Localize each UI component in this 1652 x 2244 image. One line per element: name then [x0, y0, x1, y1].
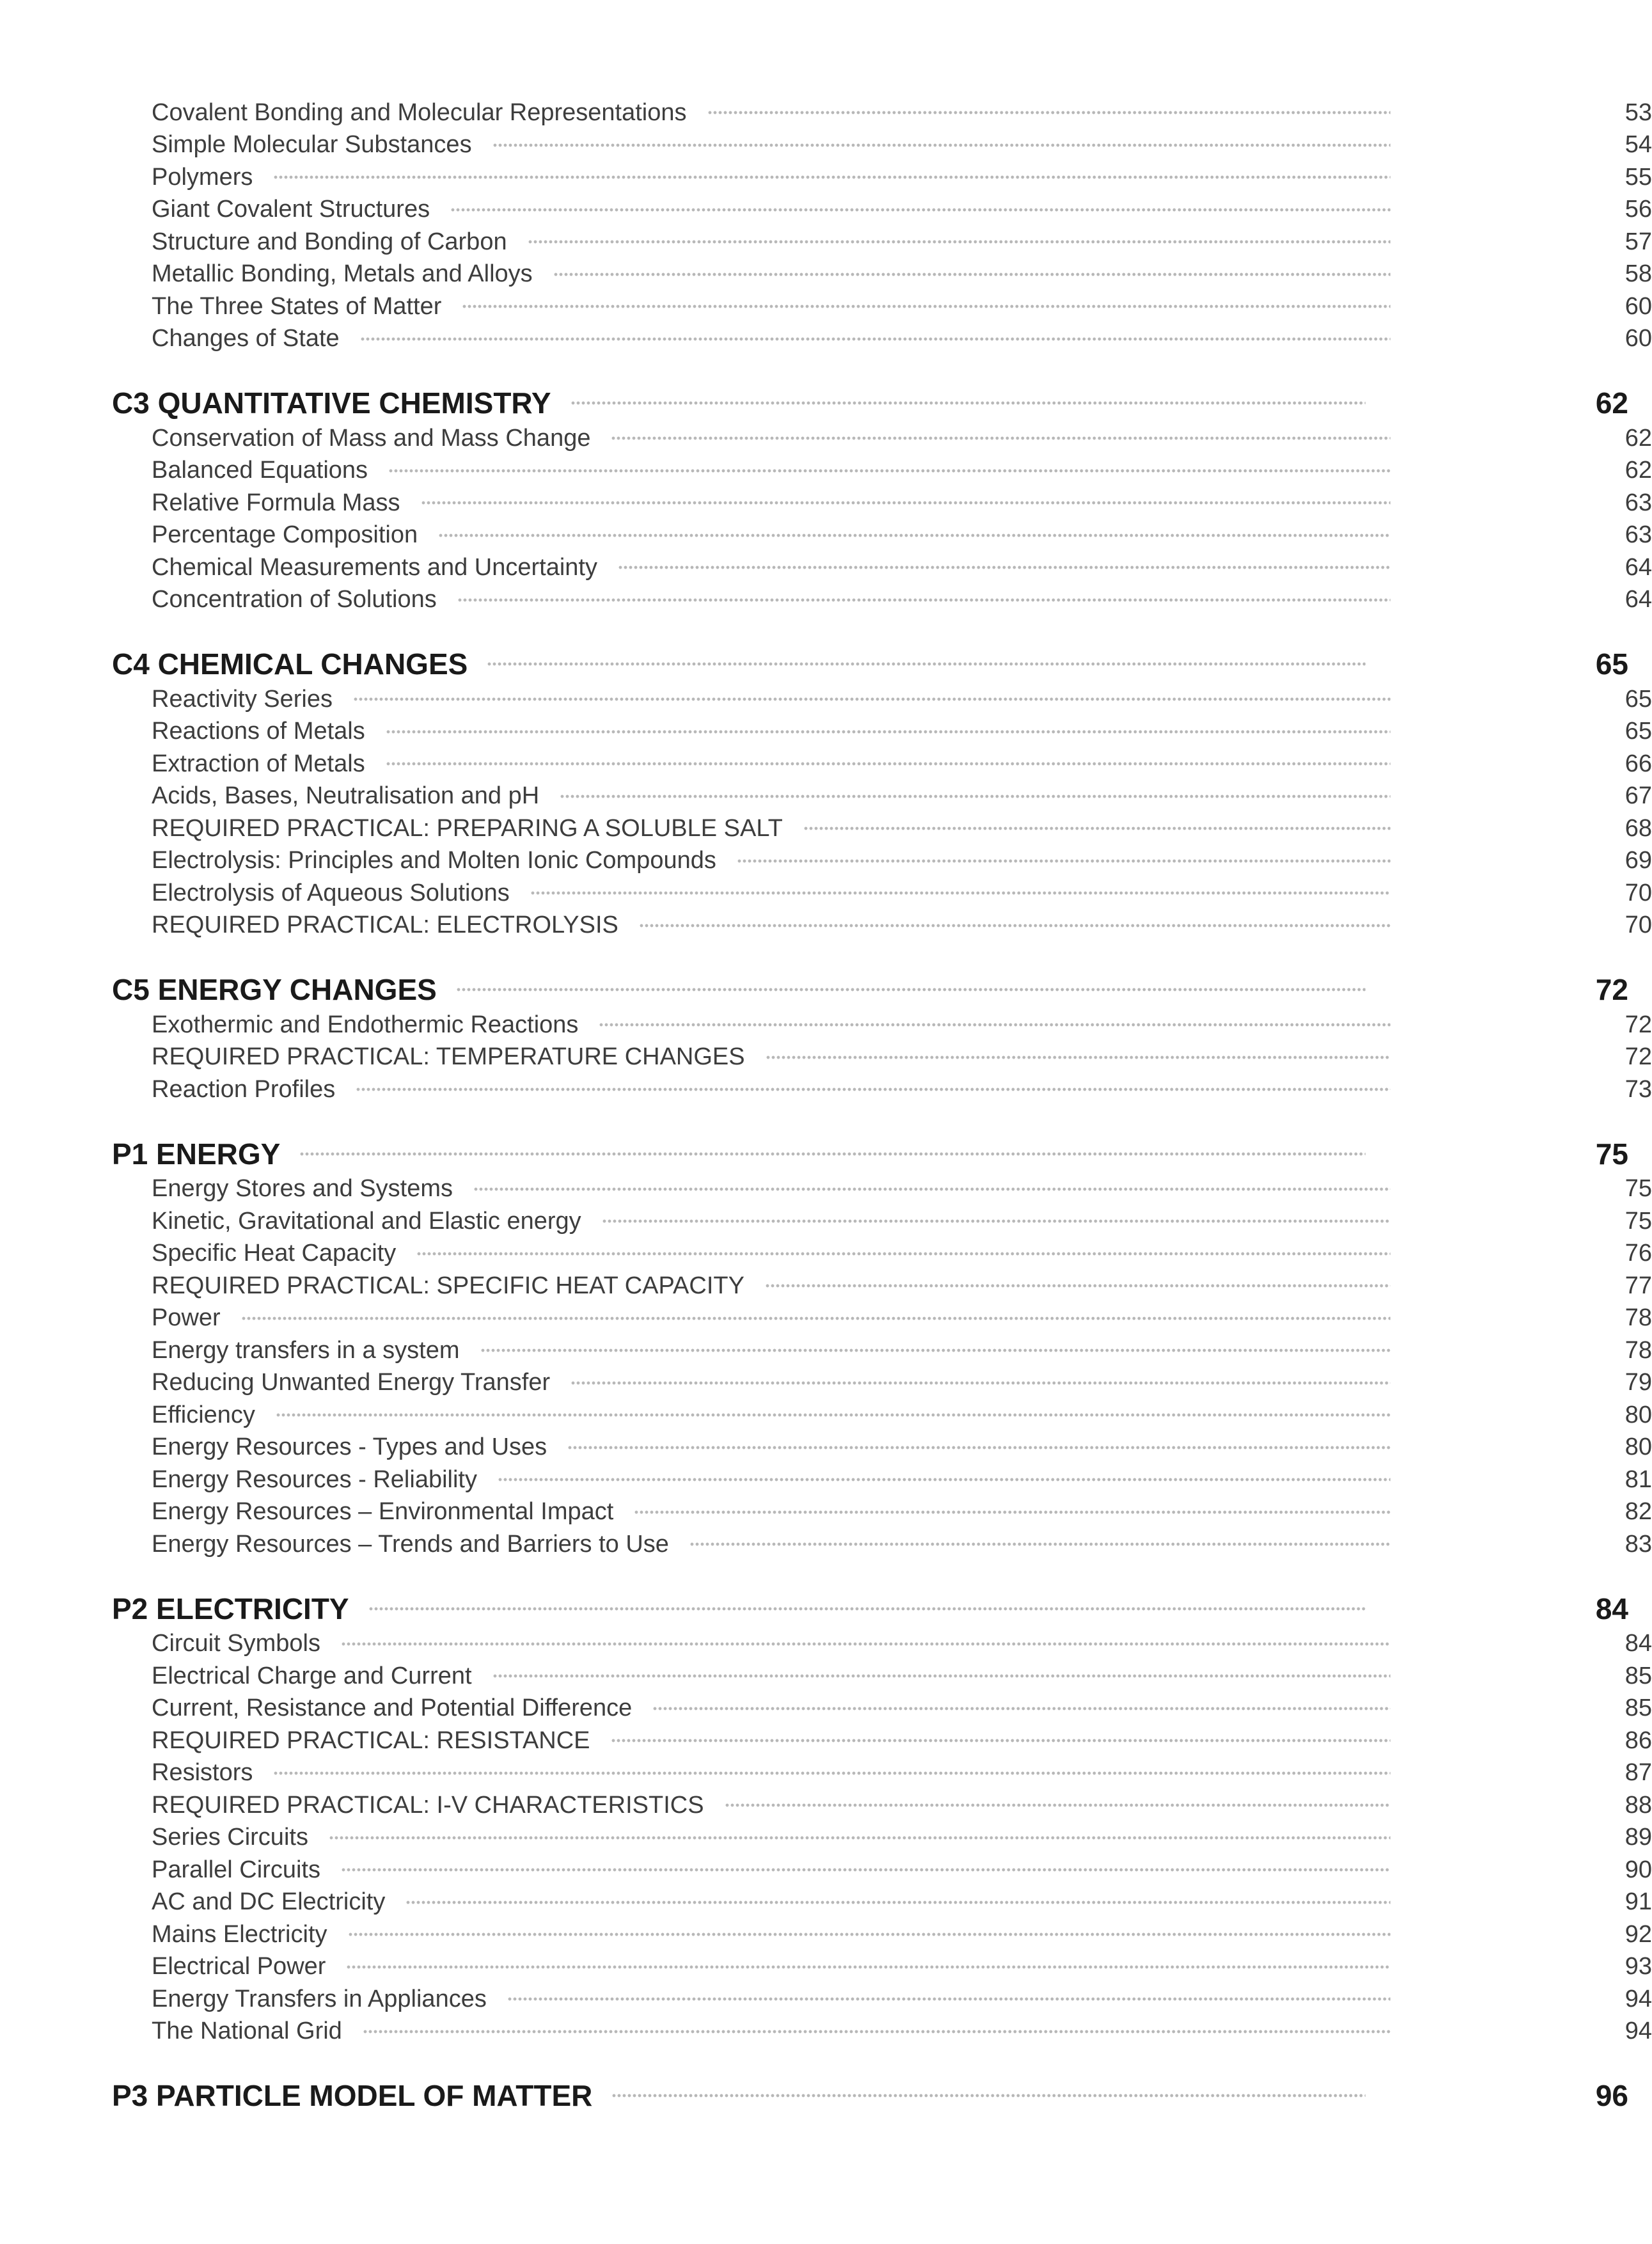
toc-entry[interactable]	[152, 1464, 1652, 1496]
page-number: 58	[1624, 260, 1652, 287]
toc-entry-title: Energy Resources - Types and Uses	[152, 1434, 547, 1460]
page-number: 66	[1624, 750, 1652, 777]
toc-section[interactable]	[112, 970, 1628, 1009]
toc-section-title: P2 ELECTRICITY	[112, 1592, 349, 1625]
dot-leader	[273, 175, 1390, 179]
toc-section-title: P3 PARTICLE MODEL OF MATTER	[112, 2079, 593, 2112]
toc-entry[interactable]	[152, 1432, 1652, 1464]
toc-section[interactable]	[112, 2076, 1628, 2115]
toc-entry[interactable]	[152, 1399, 1652, 1431]
page-number: 79	[1624, 1369, 1652, 1396]
dot-leader	[599, 1023, 1390, 1027]
toc-entry[interactable]	[152, 845, 1652, 877]
page-number: 70	[1624, 879, 1652, 906]
toc-entry[interactable]	[152, 487, 1652, 519]
page-number: 67	[1624, 782, 1652, 809]
dot-leader	[639, 924, 1390, 928]
page-number: 77	[1624, 1272, 1652, 1299]
dot-leader	[276, 1413, 1390, 1417]
dot-leader	[450, 208, 1390, 212]
page-number: 76	[1624, 1240, 1652, 1267]
page-number: 57	[1624, 228, 1652, 255]
toc-entry-title: Giant Covalent Structures	[152, 196, 430, 223]
page-number: 91	[1624, 1888, 1652, 1915]
dot-leader	[438, 533, 1390, 537]
dot-leader	[348, 1932, 1391, 1936]
dot-leader	[341, 1642, 1390, 1646]
dot-leader	[553, 273, 1390, 276]
toc-entry[interactable]	[152, 519, 1652, 551]
toc-entry[interactable]	[152, 877, 1652, 909]
toc-entry[interactable]	[152, 1693, 1652, 1725]
toc-entry[interactable]	[152, 2016, 1652, 2048]
page-number: 54	[1624, 131, 1652, 158]
dot-leader	[353, 697, 1390, 701]
toc-entry[interactable]	[152, 97, 1652, 129]
toc-entry[interactable]	[152, 780, 1652, 812]
page-number: 64	[1624, 586, 1652, 613]
toc-entry-title: Metallic Bonding, Metals and Alloys	[152, 260, 533, 287]
toc-entry-title: Simple Molecular Substances	[152, 131, 472, 158]
page-number: 86	[1624, 1726, 1652, 1754]
toc-entry[interactable]	[152, 290, 1652, 322]
toc-entry-title: Covalent Bonding and Molecular Representations	[152, 99, 687, 126]
dot-leader	[346, 1965, 1390, 1969]
dot-leader	[363, 2030, 1390, 2034]
toc-entry[interactable]	[152, 1628, 1652, 1660]
toc-entry-title: Energy Resources - Reliability	[152, 1466, 477, 1493]
dot-leader	[487, 662, 1365, 666]
page-number: 80	[1624, 1401, 1652, 1428]
toc-section[interactable]	[112, 645, 1628, 683]
toc-entry-title: The Three States of Matter	[152, 292, 442, 320]
toc-entry-title: Efficiency	[152, 1401, 255, 1428]
page-number: 70	[1624, 912, 1652, 938]
toc-entry[interactable]	[152, 812, 1652, 844]
toc-entry[interactable]	[152, 1367, 1652, 1399]
dot-leader	[737, 859, 1390, 863]
page-number: 78	[1624, 1304, 1652, 1331]
toc-section[interactable]	[112, 384, 1628, 422]
toc-section[interactable]	[112, 1590, 1628, 1628]
dot-leader	[405, 1900, 1390, 1904]
dot-leader	[368, 1607, 1365, 1611]
toc-section[interactable]	[112, 1135, 1628, 1173]
page-number: 80	[1624, 1434, 1652, 1460]
toc-entry[interactable]	[152, 1334, 1652, 1366]
toc-entry-title: Reactions of Metals	[152, 718, 365, 745]
toc-entry-title: Extraction of Metals	[152, 750, 365, 777]
toc-entry-title: Current, Resistance and Potential Difference	[152, 1695, 633, 1721]
page-number: 94	[1624, 1985, 1652, 2012]
toc-entry-title: Reducing Unwanted Energy Transfer	[152, 1369, 551, 1396]
toc-entry-title: REQUIRED PRACTICAL: ELECTROLYSIS	[152, 912, 618, 938]
toc-entry[interactable]	[152, 1660, 1652, 1692]
dot-leader	[611, 2094, 1365, 2098]
dot-leader	[498, 1478, 1390, 1482]
page-number: 82	[1624, 1498, 1652, 1525]
dot-leader	[386, 730, 1390, 734]
dot-leader	[492, 1674, 1390, 1678]
toc-entry[interactable]	[152, 129, 1652, 161]
toc-entry-title: Changes of State	[152, 325, 340, 352]
page-number: 84	[1595, 1592, 1628, 1625]
page-number: 53	[1624, 99, 1652, 126]
toc-entry-title: Electrolysis of Aqueous Solutions	[152, 879, 510, 906]
toc-entry[interactable]	[152, 258, 1652, 290]
dot-leader	[707, 111, 1390, 115]
dot-leader	[492, 143, 1390, 147]
page-number: 75	[1595, 1137, 1628, 1171]
page-number: 72	[1595, 973, 1628, 1006]
page-number: 92	[1624, 1920, 1652, 1948]
dot-leader	[765, 1284, 1390, 1288]
page-number: 65	[1624, 718, 1652, 745]
toc-entry[interactable]	[152, 1041, 1652, 1073]
dot-leader	[360, 337, 1390, 341]
dot-leader	[528, 240, 1390, 244]
page-number: 87	[1624, 1759, 1652, 1786]
toc-entry[interactable]	[152, 1302, 1652, 1334]
toc-entry[interactable]	[152, 323, 1652, 355]
page-number: 72	[1624, 1043, 1652, 1070]
dot-leader	[462, 304, 1390, 308]
page-number: 75	[1624, 1207, 1652, 1235]
toc-section-title: C5 ENERGY CHANGES	[112, 973, 437, 1006]
page-number: 63	[1624, 521, 1652, 548]
toc-entry[interactable]	[152, 1528, 1652, 1560]
page-number: 84	[1624, 1630, 1652, 1657]
toc-entry[interactable]	[152, 1918, 1652, 1950]
toc-entry[interactable]	[152, 584, 1652, 616]
toc-entry-title: Kinetic, Gravitational and Elastic energy	[152, 1207, 581, 1235]
page-number: 83	[1624, 1530, 1652, 1558]
toc-entry[interactable]	[152, 1886, 1652, 1918]
page-number: 75	[1624, 1175, 1652, 1202]
toc-entry-title: Relative Formula Mass	[152, 489, 400, 516]
toc-entry-title: Energy Transfers in Appliances	[152, 1985, 487, 2012]
toc-entry[interactable]	[152, 1270, 1652, 1302]
toc-entry-title: Structure and Bonding of Carbon	[152, 228, 507, 255]
page-number: 90	[1624, 1856, 1652, 1883]
toc-entry-title: Reactivity Series	[152, 685, 333, 713]
page-number: 62	[1624, 457, 1652, 484]
toc-entry-title: Electrical Charge and Current	[152, 1662, 472, 1689]
toc-entry[interactable]	[152, 1951, 1652, 1983]
dot-leader	[388, 469, 1390, 473]
dot-leader	[634, 1510, 1390, 1514]
toc-entry-title: Exothermic and Endothermic Reactions	[152, 1011, 579, 1038]
toc-entry-title: Electrical Power	[152, 1953, 326, 1980]
dot-leader	[611, 436, 1390, 440]
toc-entry[interactable]	[152, 422, 1652, 454]
toc-entry-title: REQUIRED PRACTICAL: I-V CHARACTERISTICS	[152, 1791, 704, 1819]
toc-entry-title: Reaction Profiles	[152, 1075, 336, 1103]
toc-entry[interactable]	[152, 194, 1652, 226]
toc-section-title: P1 ENERGY	[112, 1137, 281, 1171]
page-number: 93	[1624, 1953, 1652, 1980]
toc-entry-title: Chemical Measurements and Uncertainty	[152, 553, 597, 581]
toc-entry[interactable]	[152, 1983, 1652, 2015]
page-number: 72	[1624, 1011, 1652, 1038]
toc-entry-title: Circuit Symbols	[152, 1630, 320, 1657]
toc-section-title: C3 QUANTITATIVE CHEMISTRY	[112, 386, 551, 420]
toc-entry-title: AC and DC Electricity	[152, 1888, 386, 1915]
page-number: 65	[1595, 647, 1628, 681]
toc-entry-title: Series Circuits	[152, 1824, 308, 1851]
page-number: 62	[1595, 386, 1628, 420]
toc-entry-title: Specific Heat Capacity	[152, 1240, 397, 1267]
toc-entry-title: Power	[152, 1304, 221, 1331]
toc-entry[interactable]	[152, 683, 1652, 715]
dot-leader	[356, 1087, 1390, 1091]
dot-leader	[611, 1739, 1390, 1742]
page-number: 94	[1624, 2018, 1652, 2044]
toc-entry[interactable]	[152, 1822, 1652, 1854]
dot-leader	[618, 565, 1390, 569]
toc-entry[interactable]	[152, 910, 1652, 942]
toc-entry[interactable]	[152, 1789, 1652, 1821]
page-number: 96	[1595, 2079, 1628, 2112]
dot-leader	[570, 401, 1365, 405]
page-number: 60	[1624, 292, 1652, 320]
dot-leader	[530, 891, 1390, 895]
toc-entry[interactable]	[152, 748, 1652, 780]
dot-leader	[457, 598, 1390, 602]
toc-entry-title: Mains Electricity	[152, 1920, 327, 1948]
page-number: 60	[1624, 325, 1652, 352]
dot-leader	[560, 794, 1390, 798]
page-number: 88	[1624, 1791, 1652, 1819]
toc-entry-title: Acids, Bases, Neutralisation and pH	[152, 782, 540, 809]
toc-entry[interactable]	[152, 1725, 1652, 1757]
page-number: 78	[1624, 1336, 1652, 1364]
dot-leader	[602, 1219, 1390, 1223]
dot-leader	[299, 1152, 1365, 1156]
toc-entry-title: Polymers	[152, 163, 253, 191]
page-number: 89	[1624, 1824, 1652, 1851]
toc-entry[interactable]	[152, 1238, 1652, 1270]
toc-entry-title: Energy Resources – Environmental Impact	[152, 1498, 614, 1525]
page-number: 63	[1624, 489, 1652, 516]
toc-entry-title: Resistors	[152, 1759, 253, 1786]
page-number: 85	[1624, 1662, 1652, 1689]
toc-entry[interactable]	[152, 226, 1652, 258]
dot-leader	[803, 826, 1390, 830]
toc-section-title: C4 CHEMICAL CHANGES	[112, 647, 468, 681]
toc-entry-title: REQUIRED PRACTICAL: RESISTANCE	[152, 1726, 590, 1754]
page-number: 55	[1624, 163, 1652, 191]
page-number: 69	[1624, 847, 1652, 874]
page-number: 56	[1624, 196, 1652, 223]
dot-leader	[456, 988, 1365, 992]
dot-leader	[341, 1868, 1390, 1872]
dot-leader	[480, 1348, 1390, 1352]
toc-entry[interactable]	[152, 551, 1652, 583]
page-number: 85	[1624, 1695, 1652, 1721]
dot-leader	[725, 1803, 1390, 1807]
toc-entry[interactable]	[152, 1496, 1652, 1528]
dot-leader	[766, 1055, 1390, 1059]
toc-entry-title: Balanced Equations	[152, 457, 368, 484]
toc-entry[interactable]	[152, 455, 1652, 487]
dot-leader	[473, 1187, 1390, 1191]
toc-entry-title: The National Grid	[152, 2018, 342, 2044]
page-number: 65	[1624, 685, 1652, 713]
dot-leader	[416, 1252, 1390, 1256]
toc-entry[interactable]	[152, 1205, 1652, 1237]
toc-entry-title: Electrolysis: Principles and Molten Ionic Compounds	[152, 847, 716, 874]
toc-entry[interactable]	[152, 1173, 1652, 1205]
toc-entry[interactable]	[152, 716, 1652, 748]
page-number: 81	[1624, 1466, 1652, 1493]
page-number: 62	[1624, 424, 1652, 452]
dot-leader	[689, 1542, 1390, 1546]
toc-entry-title: Energy transfers in a system	[152, 1336, 460, 1364]
dot-leader	[570, 1381, 1390, 1385]
page-number: 68	[1624, 814, 1652, 842]
dot-leader	[507, 1997, 1390, 2001]
toc-entry-title: Parallel Circuits	[152, 1856, 320, 1883]
page-number: 73	[1624, 1075, 1652, 1103]
toc-entry[interactable]	[152, 1757, 1652, 1789]
page-number: 64	[1624, 553, 1652, 581]
toc-entry-title: REQUIRED PRACTICAL: TEMPERATURE CHANGES	[152, 1043, 745, 1070]
toc-entry-title: REQUIRED PRACTICAL: PREPARING A SOLUBLE SALT	[152, 814, 783, 842]
dot-leader	[241, 1316, 1390, 1320]
toc-entry[interactable]	[152, 161, 1652, 193]
dot-leader	[273, 1771, 1390, 1775]
toc-entry-title: Conservation of Mass and Mass Change	[152, 424, 591, 452]
dot-leader	[386, 762, 1390, 766]
toc-entry-title: Concentration of Solutions	[152, 586, 437, 613]
toc-entry-title: Percentage Composition	[152, 521, 418, 548]
dot-leader	[567, 1446, 1390, 1450]
toc-entry-title: Energy Stores and Systems	[152, 1175, 453, 1202]
toc-entry[interactable]	[152, 1854, 1652, 1886]
dot-leader	[421, 501, 1390, 505]
toc-entry-title: REQUIRED PRACTICAL: SPECIFIC HEAT CAPACITY	[152, 1272, 744, 1299]
toc-entry[interactable]	[152, 1073, 1652, 1105]
toc-entry[interactable]	[152, 1009, 1652, 1041]
dot-leader	[652, 1707, 1390, 1711]
dot-leader	[329, 1836, 1390, 1840]
toc-entry-title: Energy Resources – Trends and Barriers to Use	[152, 1530, 669, 1558]
